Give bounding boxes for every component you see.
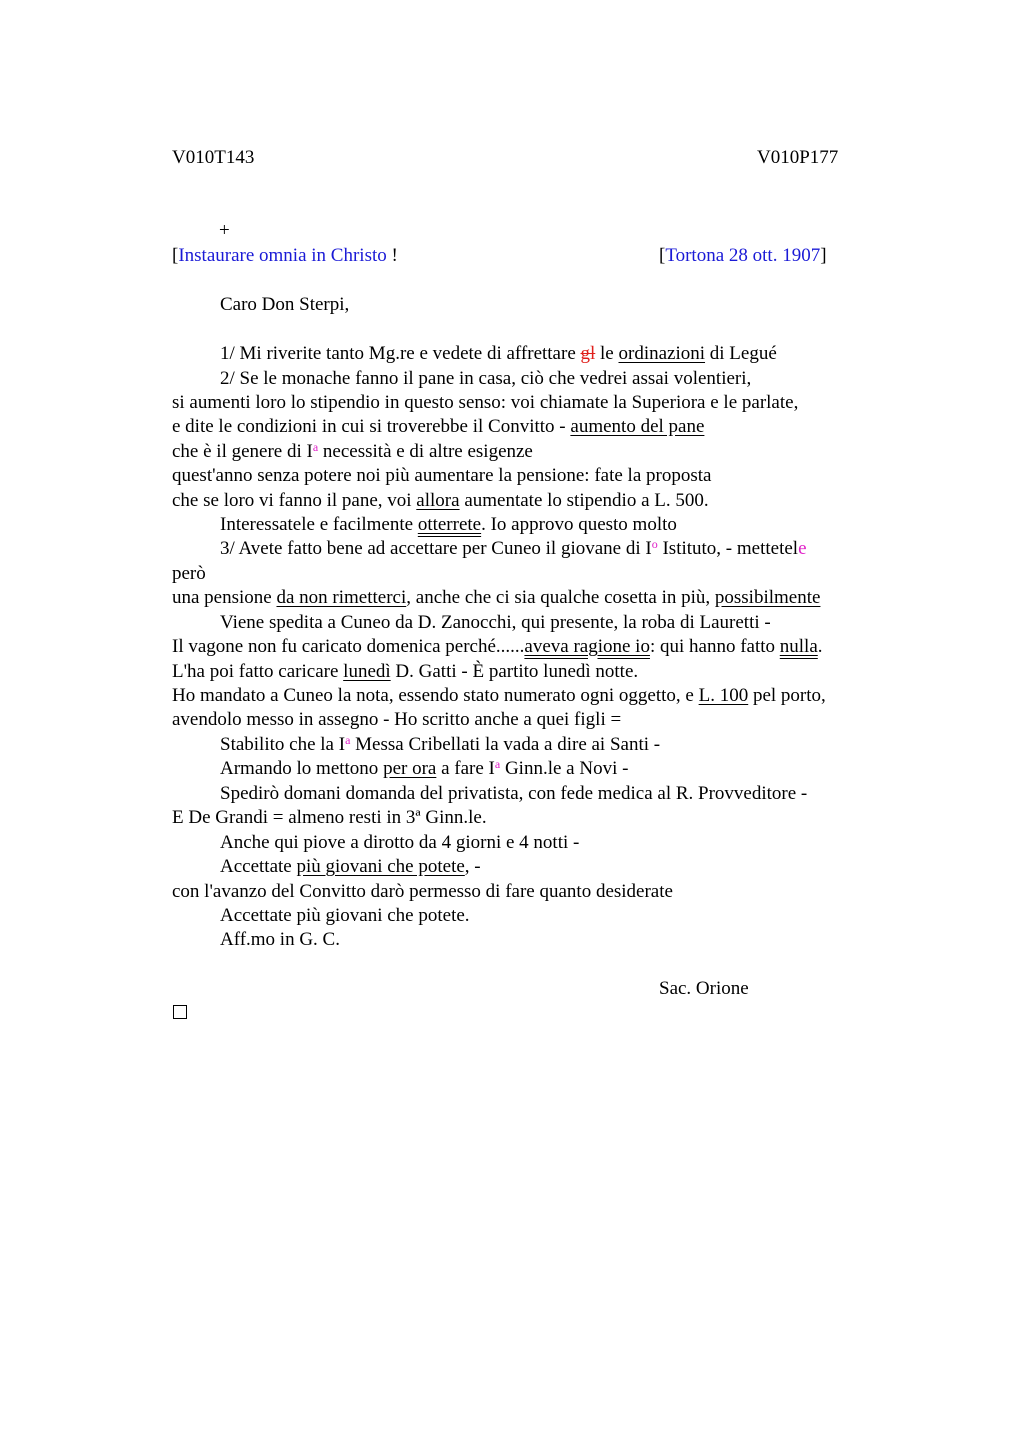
body-line-4: e dite le condizioni in cui si troverebbe il Convitto - aumento del pane	[172, 416, 705, 437]
motto: [Instaurare omnia in Christo !	[172, 245, 398, 266]
body-line-5: che è il genere di $I^a$ necessità e di altre esigenze	[172, 440, 533, 462]
body-line-10: però	[172, 563, 206, 584]
body-line-8: Interessatele e facilmente otterrete. Io approvo questo molto	[220, 514, 677, 535]
body-line-7: che se loro vi fanno il pane, voi allora aumentate lo stipendio a L. 500.	[172, 490, 709, 511]
body-line-24: Accettate più giovani che potete.	[220, 905, 470, 926]
body-line-22: Accettate più giovani che potete, -	[220, 856, 481, 877]
body-line-6: quest'anno senza potere noi più aumentare la pensione: fate la proposta	[172, 465, 712, 486]
signature: Sac. Orione	[659, 978, 749, 999]
body-line-18: Armando lo mettono per ora a fare $I^a$ Ginn.le a Novi -	[220, 757, 629, 779]
motto-text: Instaurare omnia in Christo	[178, 245, 387, 266]
header-left-code: V010T143	[172, 147, 255, 168]
cross-mark: +	[219, 220, 230, 241]
strikethrough-text: gl	[580, 343, 596, 364]
body-line-20: E De Grandi = almeno resti in 3ª Ginn.le.	[172, 807, 487, 828]
body-line-1: 1/ Mi riverite tanto Mg.re e vedete di affrettare gl le ordinazioni di Legué	[220, 343, 777, 364]
place-date-text: Tortona 28 ott. 1907	[665, 245, 821, 266]
salutation: Caro Don Sterpi,	[220, 294, 350, 315]
empty-square-icon	[173, 1005, 187, 1019]
body-line-12: Viene spedita a Cuneo da D. Zanocchi, qui presente, la roba di Lauretti -	[220, 612, 771, 633]
body-line-21: Anche qui piove a dirotto da 4 giorni e 4 notti -	[220, 832, 580, 853]
body-line-16: avendolo messo in assegno - Ho scritto anche a quei figli =	[172, 709, 622, 730]
header-right-code: V010P177	[757, 147, 839, 168]
body-line-9: 3/ Avete fatto bene ad accettare per Cuneo il giovane di $I^o$ Istituto, - mettetele	[220, 537, 807, 559]
body-line-3: si aumenti loro lo stipendio in questo senso: voi chiamate la Superiora e le parlate,	[172, 392, 799, 413]
body-line-19: Spedirò domani domanda del privatista, con fede medica al R. Provveditore -	[220, 783, 808, 804]
body-line-17: Stabilito che la $I^a$ Messa Cribellati la vada a dire ai Santi -	[220, 733, 661, 755]
body-line-14: L'ha poi fatto caricare lunedì D. Gatti - È partito lunedì notte.	[172, 661, 639, 682]
body-line-23: con l'avanzo del Convitto darò permesso di fare quanto desiderate	[172, 881, 673, 902]
place-date: [Tortona 28 ott. 1907]	[659, 245, 827, 266]
body-line-13: Il vagone non fu caricato domenica perché......aveva ragione io: qui hanno fatto nulla.	[172, 636, 823, 657]
body-line-11: una pensione da non rimetterci, anche che ci sia qualche cosetta in più, possibilmente	[172, 587, 821, 608]
body-line-15: Ho mandato a Cuneo la nota, essendo stato numerato ogni oggetto, e L. 100 pel porto,	[172, 685, 826, 706]
closing: Aff.mo in G. C.	[220, 929, 340, 950]
body-line-2: 2/ Se le monache fanno il pane in casa, ciò che vedrei assai volentieri,	[220, 368, 752, 389]
